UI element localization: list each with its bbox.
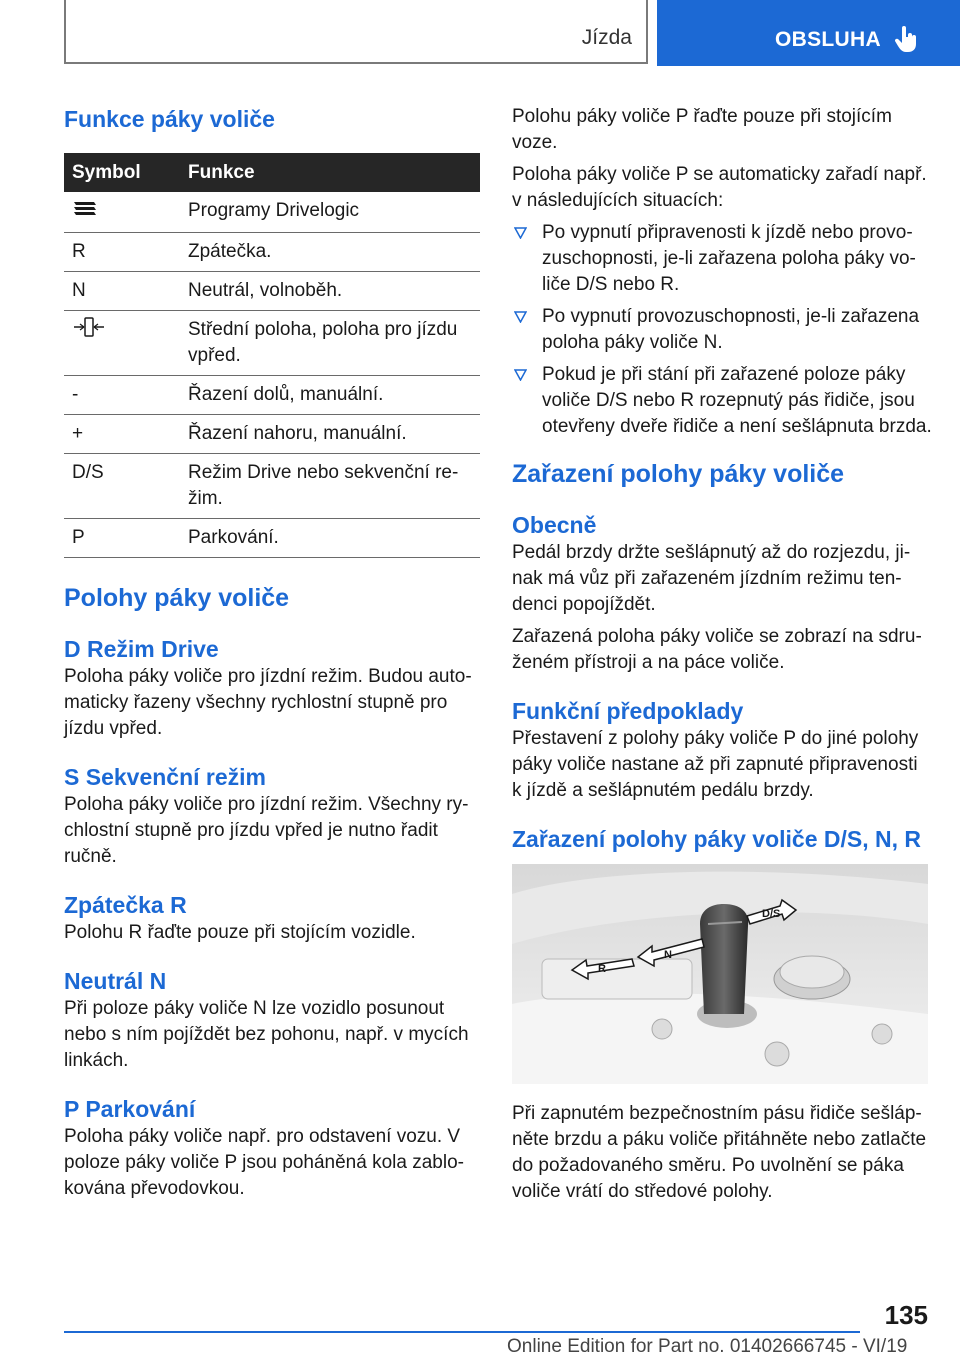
selector-functions-table <box>64 153 480 558</box>
positions-heading: Polohy páky voliče <box>64 584 290 612</box>
table-cell-function: Parkování. <box>180 519 480 558</box>
r-label: R <box>598 963 606 975</box>
reverse-heading: Zpátečka R <box>64 892 187 918</box>
table-cell-function: Programy Drivelogic <box>180 192 480 233</box>
triangle-bullet-icon <box>514 227 527 239</box>
sequential-text: Poloha páky voliče pro jízdní režim. Všechny ry‐chlostní stupně pro jízdu vpřed je nutno řadit ručně. <box>64 794 469 867</box>
hand-pointer-icon <box>895 26 919 54</box>
prerequisites-heading: Funkční předpoklady <box>512 698 744 724</box>
table-row <box>64 376 480 415</box>
drive-heading: D Režim Drive <box>64 636 219 662</box>
chapter-tab-label: OBSLUHA <box>775 28 881 51</box>
table-cell-symbol: N <box>64 272 180 311</box>
section-title: Jízda <box>581 26 632 49</box>
table-cell-symbol: D/S <box>64 454 180 519</box>
table-row <box>64 519 480 558</box>
gear-selector-illustration <box>512 864 928 1084</box>
park-text: Poloha páky voliče např. pro odstavení vozu. V poloze páky voliče P jsou poháněná kola zablo‐kována převodovkou. <box>64 1126 464 1199</box>
table-cell-function: Režim Drive nebo sekvenční re‐žim. <box>180 454 480 519</box>
table-row <box>64 311 480 376</box>
list-item-text: Po vypnutí provozuschopnosti, je-li zařazena poloha páky voliče N. <box>542 306 920 353</box>
table-cell-function: Neutrál, volnoběh. <box>180 272 480 311</box>
table-row <box>64 233 480 272</box>
page-number: 135 <box>884 1300 928 1330</box>
chapter-tab[interactable] <box>657 0 960 66</box>
footer-divider <box>64 1331 860 1333</box>
general-text-2: Zařazená poloha páky voliče se zobrazí na sdru‐ženém přístroji a na páce voliče. <box>512 626 922 673</box>
table-cell-symbol <box>64 311 180 376</box>
left-column <box>64 100 482 1202</box>
right-column <box>512 100 932 1205</box>
general-text-1: Pedál brzdy držte sešlápnutý až do rozjezdu, ji‐nak má vůz při zařazeném jízdním režimu ten‐denci popojíždět. <box>512 542 911 615</box>
drivelogic-icon <box>72 198 98 218</box>
header-section-box <box>64 0 648 64</box>
table-cell-symbol: + <box>64 415 180 454</box>
ds-label: D/S <box>762 908 781 920</box>
table-row <box>64 454 480 519</box>
table-header-symbol: Symbol <box>64 153 180 192</box>
triangle-bullet-icon <box>514 311 527 323</box>
after-image-text: Při zapnutém bezpečnostním pásu řidiče sešláp‐něte brzdu a páku voliče přitáhněte nebo zatlačte do požadovaného směru. Po uvolnění se páka voliče vrátí do středové polohy. <box>512 1103 927 1202</box>
park-note-1: Polohu páky voliče P řaďte pouze při stojícím voze. <box>512 106 892 153</box>
dsnr-heading: Zařazení polohy páky voliče D/S, N, R <box>512 826 922 852</box>
triangle-bullet-icon <box>514 369 527 381</box>
general-heading: Obecně <box>512 512 597 538</box>
park-note-2: Poloha páky voliče P se automaticky zařadí např. v následujících situacích: <box>512 164 927 211</box>
center-position-icon <box>72 317 106 337</box>
table-cell-symbol: R <box>64 233 180 272</box>
neutral-heading: Neutrál N <box>64 968 167 994</box>
table-cell-symbol: P <box>64 519 180 558</box>
table-cell-function: Zpátečka. <box>180 233 480 272</box>
table-cell-symbol: - <box>64 376 180 415</box>
table-header-function: Funkce <box>180 153 480 192</box>
table-title: Funkce páky voliče <box>64 106 275 132</box>
park-heading: P Parkování <box>64 1096 196 1122</box>
table-cell-function: Střední poloha, poloha pro jízdu vpřed. <box>180 311 480 376</box>
table-cell-function: Řazení nahoru, manuální. <box>180 415 480 454</box>
neutral-text: Při poloze páky voliče N lze vozidlo posunout nebo s ním pojíždět bez pohonu, např. v mycích linkách. <box>64 998 469 1071</box>
auto-park-list <box>512 220 932 440</box>
edition-footer: Online Edition for Part no. 01402666745 - VI/19 <box>507 1336 908 1357</box>
engage-heading: Zařazení polohy páky voliče <box>512 460 845 488</box>
sequential-heading: S Sekvenční režim <box>64 764 266 790</box>
table-row <box>64 272 480 311</box>
list-item-text: Po vypnutí připravenosti k jízdě nebo provo‐zuschopnosti, je-li zařazena poloha páky vo‐liče D/S nebo R. <box>542 222 916 295</box>
list-item <box>512 220 932 298</box>
n-label: N <box>664 949 672 961</box>
table-cell-function: Řazení dolů, manuální. <box>180 376 480 415</box>
list-item-text: Pokud je při stání při zařazené poloze páky voliče D/S nebo R rozepnutý pás řidiče, jsou otevřeny dveře řidiče a není sešlápnuta brzda. <box>542 364 932 437</box>
drive-text: Poloha páky voliče pro jízdní režim. Budou auto‐maticky řazeny všechny rychlostní stupně pro jízdu vpřed. <box>64 666 472 739</box>
table-cell-symbol <box>64 192 180 233</box>
reverse-text: Polohu R řaďte pouze při stojícím vozidle. <box>64 922 416 943</box>
prerequisites-text: Přestavení z polohy páky voliče P do jiné polohy páky voliče nastane až při zapnuté připravenosti k jízdě a sešlápnutém pedálu brzdy. <box>512 728 919 801</box>
table-row <box>64 192 480 233</box>
list-item <box>512 304 932 356</box>
table-row <box>64 415 480 454</box>
list-item <box>512 362 932 440</box>
